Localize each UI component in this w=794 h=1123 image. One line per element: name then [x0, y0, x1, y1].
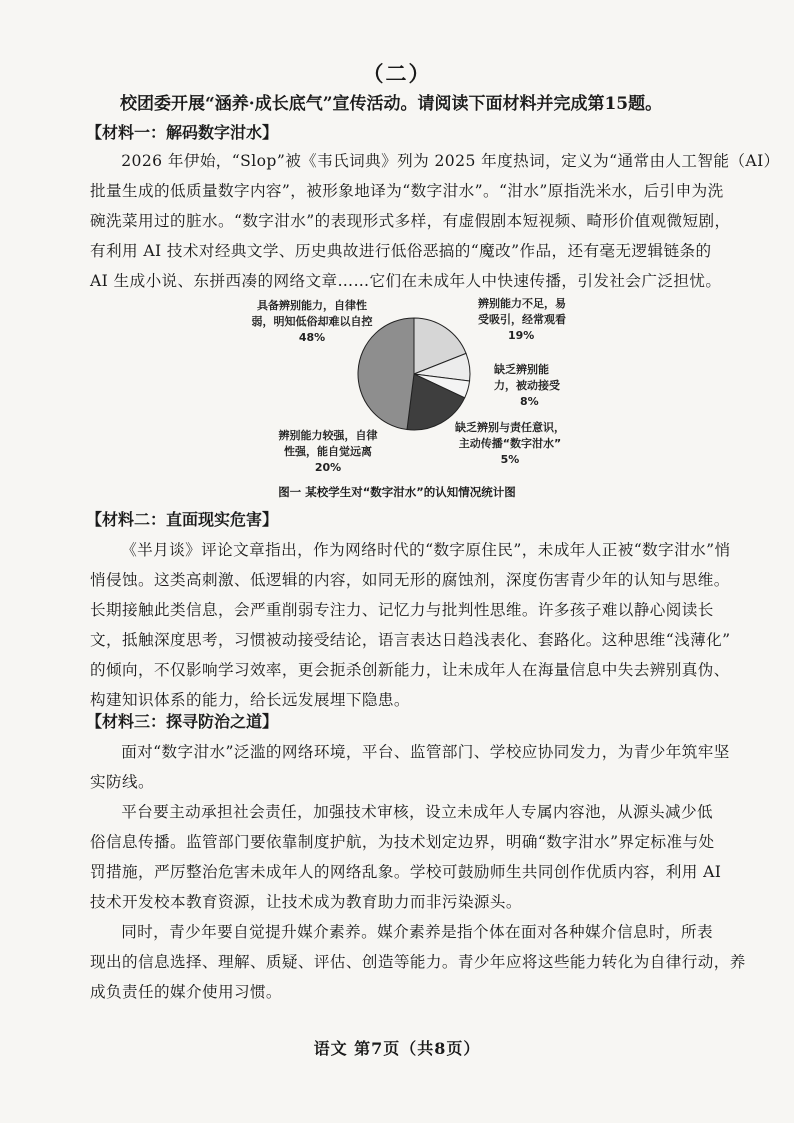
- text-line: 批量生成的低质量数字内容”，被形象地译为“数字泔水”。“泔水”原指洗米水，后引申为洗: [90, 182, 724, 200]
- text-line: 构建知识体系的能力，给长远发展埋下隐患。: [90, 691, 410, 709]
- material3-paragraph-2: [90, 797, 724, 917]
- slice-label-4: [268, 428, 388, 476]
- material2-paragraph: [90, 535, 731, 715]
- text-line: 《半月谈》评论文章指出，作为网络时代的“数字原住民”，未成年人正被“数字泔水”悄: [121, 541, 731, 559]
- slice-label-line: 弱，明知低俗却难以自控: [251, 315, 373, 328]
- slice-value: 5%: [500, 453, 520, 466]
- text-line: 现出的信息选择、理解、质疑、评估、创造等能力。青少年应将这些能力转化为自律行动，养: [90, 953, 746, 971]
- slice-value: 19%: [508, 329, 535, 342]
- material3-heading: 【材料三：探寻防治之道】: [86, 712, 279, 731]
- text-line: 悄侵蚀。这类高刺激、低逻辑的内容，如同无形的腐蚀剂，深度伤害青少年的认知与思维。: [90, 571, 730, 589]
- slice-label-line: 具备辨别能力，自律性: [257, 299, 367, 312]
- slice-value: 8%: [520, 395, 539, 408]
- slice-label-1: [478, 296, 588, 344]
- slice-label-line: 辨别能力不足，易: [478, 297, 566, 310]
- text-line: 有利用 AI 技术对经典文学、历史典故进行低俗恶搞的“魔改”作品，还有毫无逻辑链条的: [90, 242, 712, 260]
- slice-label-3: [440, 420, 580, 468]
- text-line: 同时，青少年要自觉提升媒介素养。媒介素养是指个体在面对各种媒介信息时，所表: [121, 923, 713, 941]
- material3-paragraph-3: [90, 917, 746, 1007]
- material3-paragraph-1: [90, 737, 730, 797]
- text-line: 碗洗菜用过的脏水。“数字泔水”的表现形式多样，有虚假剧本短视频、畸形价值观微短剧，: [90, 212, 731, 230]
- text-line: 成负责任的媒介使用习惯。: [90, 983, 282, 1001]
- slice-label-line: 缺乏辨别能: [494, 363, 549, 376]
- text-line: 面对“数字泔水”泛滥的网络环境，平台、监管部门、学校应协同发力，为青少年筑牢坚: [121, 743, 730, 761]
- material2-heading: 【材料二：直面现实危害】: [86, 510, 279, 529]
- page-footer: 语文 第7页（共8页）: [313, 1039, 481, 1058]
- text-line: 长期接触此类信息，会严重削弱专注力、记忆力与批判性思维。许多孩子难以静心阅读长: [90, 601, 714, 619]
- slice-label-line: 性强，能自觉远离: [284, 445, 372, 458]
- slice-label-line: 力，被动接受: [494, 379, 560, 392]
- text-line: 的倾向，不仅影响学习效率，更会扼杀创新能力，让未成年人在海量信息中失去辨别真伪、: [90, 661, 730, 679]
- text-line: 罚措施，严厉整治危害未成年人的网络乱象。学校可鼓励师生共同创作优质内容，利用 AI: [90, 863, 722, 881]
- text-line: 实防线。: [90, 773, 154, 791]
- slice-label-line: 辨别能力较强，自律: [278, 429, 378, 442]
- material1-heading: 【材料一：解码数字泔水】: [86, 123, 279, 142]
- section-title: （二）: [362, 61, 432, 86]
- slice-label-0: [242, 298, 382, 346]
- slice-label-line: 受吸引，经常观看: [478, 313, 566, 326]
- chart-caption: 图一 某校学生对“数字泔水”的认知情况统计图: [278, 485, 516, 499]
- slice-value: 20%: [314, 461, 342, 474]
- text-line: AI 生成小说、东拼西凑的网络文章……它们在未成年人中快速传播，引发社会广泛担忧。: [90, 272, 722, 290]
- slice-label-line: 缺乏辨别与责任意识，: [455, 421, 565, 434]
- slice-label-2: [494, 362, 584, 410]
- text-line: 俗信息传播。监管部门要依靠制度护航，为技术划定边界，明确“数字泔水”界定标准与处: [90, 833, 715, 851]
- text-line: 2026 年伊始，“Slop”被《韦氏词典》列为 2025 年度热词，定义为“通常由人工智能（AI）: [121, 152, 780, 170]
- text-line: 技术开发校本教育资源，让技术成为教育助力而非污染源头。: [90, 893, 522, 911]
- slice-label-line: 主动传播“数字泔水”: [458, 437, 562, 450]
- text-line: 平台要主动承担社会责任，加强技术审核，设立未成年人专属内容池，从源头减少低: [121, 803, 713, 821]
- slice-value: 48%: [298, 331, 326, 344]
- intro-text: 校团委开展“涵养·成长底气”宣传活动。请阅读下面材料并完成第15题。: [120, 94, 663, 114]
- pie-chart: [240, 292, 580, 478]
- material1-paragraph: [90, 146, 780, 296]
- text-line: 文，抵触深度思考，习惯被动接受结论，语言表达日趋浅表化、套路化。这种思维“浅薄化”: [90, 631, 731, 649]
